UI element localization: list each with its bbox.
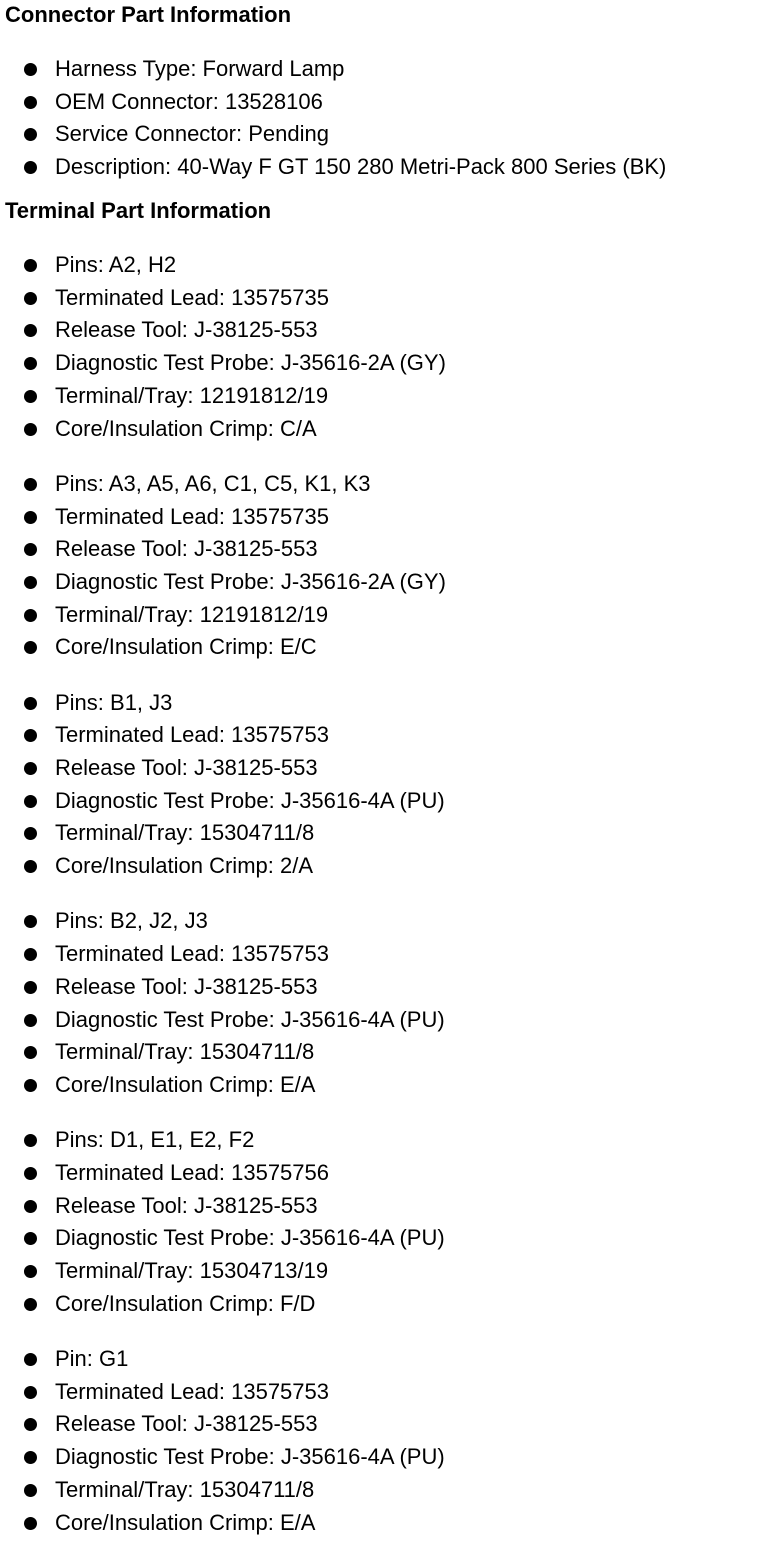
bullet-icon [24,576,37,589]
bullet-icon [24,860,37,873]
bullet-icon [24,762,37,775]
bullet-icon [24,1232,37,1245]
bullet-icon [24,1046,37,1059]
bullet-icon [24,1167,37,1180]
bullet-icon [24,827,37,840]
bullet-icon [24,1386,37,1399]
list-item: Diagnostic Test Probe: J-35616-4A (PU) [0,786,768,819]
list-item: Release Tool: J-38125-553 [0,1191,768,1224]
list-item: Terminated Lead: 13575756 [0,1158,768,1191]
list-item: Core/Insulation Crimp: E/A [0,1508,768,1541]
list-item: Pins: A3, A5, A6, C1, C5, K1, K3 [0,469,768,502]
list-item: Terminal/Tray: 12191812/19 [0,600,768,633]
list-item-harness-type: Harness Type: Forward Lamp [0,54,768,87]
bullet-icon [24,1265,37,1278]
bullet-icon [24,1451,37,1464]
bullet-icon [24,511,37,524]
list-item-oem-connector: OEM Connector: 13528106 [0,87,768,120]
list-item: Diagnostic Test Probe: J-35616-2A (GY) [0,348,768,381]
bullet-icon [24,981,37,994]
bullet-icon [24,795,37,808]
bullet-icon [24,1517,37,1530]
bullet-icon [24,1200,37,1213]
bullet-icon [24,1079,37,1092]
bullet-icon [24,292,37,305]
list-item: Terminal/Tray: 15304711/8 [0,1037,768,1070]
bullet-icon [24,478,37,491]
bullet-icon [24,1418,37,1431]
list-item: Release Tool: J-38125-553 [0,315,768,348]
bullet-icon [24,96,37,109]
list-item: Terminated Lead: 13575753 [0,1377,768,1410]
bullet-icon [24,915,37,928]
list-item: Diagnostic Test Probe: J-35616-4A (PU) [0,1223,768,1256]
list-item: Terminated Lead: 13575753 [0,720,768,753]
bullet-icon [24,161,37,174]
list-item: Terminal/Tray: 15304713/19 [0,1256,768,1289]
list-item: Release Tool: J-38125-553 [0,972,768,1005]
list-item: Terminal/Tray: 15304711/8 [0,1475,768,1508]
list-item: Terminated Lead: 13575735 [0,283,768,316]
terminal-part-heading: Terminal Part Information [5,198,272,223]
bullet-icon [24,423,37,436]
list-item: Pins: A2, H2 [0,250,768,283]
list-item: Release Tool: J-38125-553 [0,753,768,786]
bullet-icon [24,1298,37,1311]
bullet-icon [24,543,37,556]
list-item: Terminated Lead: 13575753 [0,939,768,972]
list-item: Release Tool: J-38125-553 [0,1409,768,1442]
list-item: Diagnostic Test Probe: J-35616-4A (PU) [0,1442,768,1475]
list-item: Pins: D1, E1, E2, F2 [0,1125,768,1158]
list-item: Terminal/Tray: 15304711/8 [0,818,768,851]
bullet-icon [24,1014,37,1027]
list-item: Pin: G1 [0,1344,768,1377]
bullet-icon [24,128,37,141]
connector-part-heading: Connector Part Information [5,2,292,27]
list-item: Diagnostic Test Probe: J-35616-2A (GY) [0,567,768,600]
bullet-icon [24,1353,37,1366]
bullet-icon [24,948,37,961]
list-item-service-connector: Service Connector: Pending [0,119,768,152]
bullet-icon [24,324,37,337]
bullet-icon [24,63,37,76]
bullet-icon [24,641,37,654]
list-item: Terminated Lead: 13575735 [0,502,768,535]
list-item: Pins: B1, J3 [0,688,768,721]
list-item: Terminal/Tray: 12191812/19 [0,381,768,414]
bullet-icon [24,390,37,403]
bullet-icon [24,697,37,710]
list-item: Release Tool: J-38125-553 [0,534,768,567]
bullet-icon [24,609,37,622]
list-item: Diagnostic Test Probe: J-35616-4A (PU) [0,1005,768,1038]
bullet-icon [24,259,37,272]
bullet-icon [24,1484,37,1497]
list-item: Core/Insulation Crimp: C/A [0,414,768,447]
list-item: Core/Insulation Crimp: 2/A [0,851,768,884]
list-item-description: Description: 40-Way F GT 150 280 Metri-Pack 800 Series (BK) [0,152,768,185]
bullet-icon [24,729,37,742]
list-item: Core/Insulation Crimp: E/C [0,632,768,665]
list-item: Pins: B2, J2, J3 [0,906,768,939]
list-item: Core/Insulation Crimp: E/A [0,1070,768,1103]
bullet-icon [24,1134,37,1147]
bullet-icon [24,357,37,370]
list-item: Core/Insulation Crimp: F/D [0,1289,768,1322]
